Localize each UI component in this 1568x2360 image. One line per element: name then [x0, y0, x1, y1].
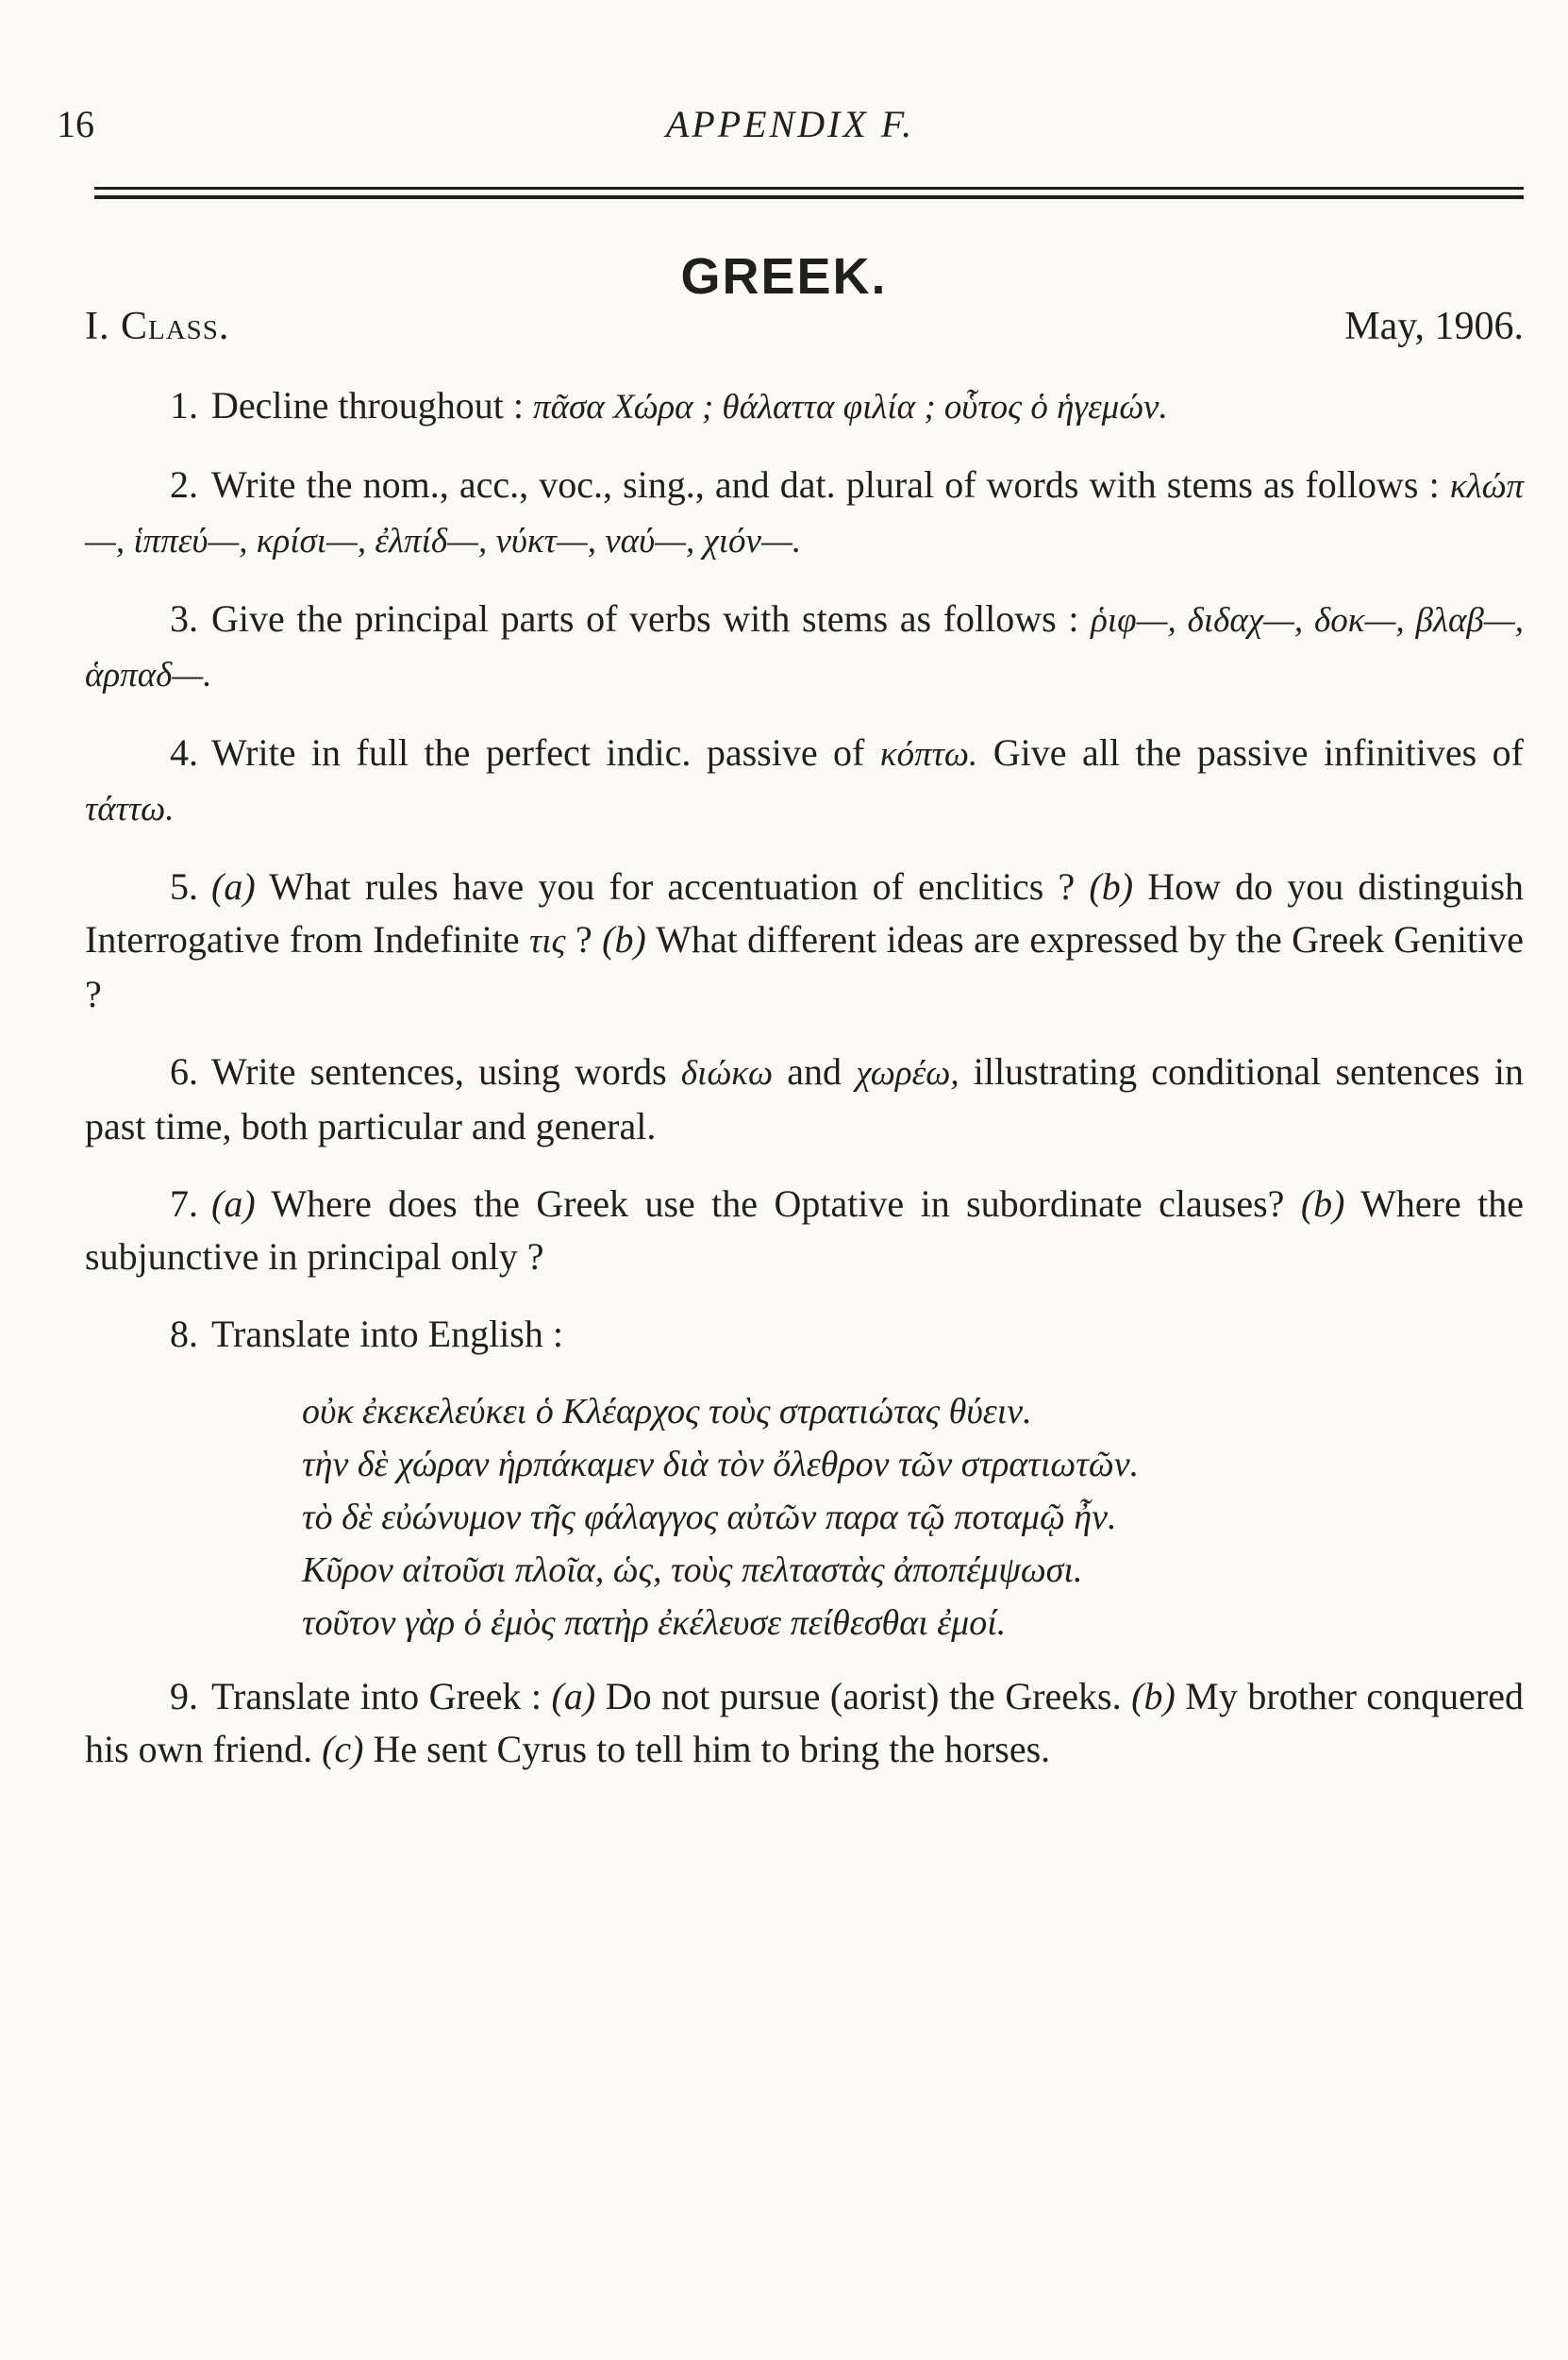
- question-text: He sent Cyrus to tell him to bring the horses.: [363, 1728, 1051, 1770]
- greek-text: διώκω: [680, 1054, 774, 1093]
- question-text: My brother conquered his own friend.: [85, 1675, 1525, 1770]
- question-4: [85, 727, 1524, 836]
- sub-question-label: (b): [1089, 865, 1134, 908]
- question-text: illustrating conditional sentences in past time, both particular and general.: [85, 1050, 1524, 1147]
- class-line: [85, 304, 1524, 357]
- question-number: 3.: [170, 597, 198, 640]
- question-7: [85, 1178, 1524, 1283]
- greek-text: τάττω.: [85, 790, 175, 829]
- page-header: [57, 102, 1524, 159]
- sub-question-label: (a): [211, 865, 256, 908]
- question-number: 5.: [170, 865, 198, 908]
- question-text: How do you distinguish Interrogative from Indefinite: [85, 865, 1525, 961]
- question-list-end: [85, 1670, 1524, 1776]
- question-number: 7.: [170, 1182, 198, 1225]
- greek-text: πᾶσα Χώρα ; θάλαττα φιλία ; οὗτος ὁ ἡγεμών.: [533, 388, 1168, 427]
- page-number: 16: [57, 103, 94, 145]
- greek-passage-line: τοῦτον γὰρ ὁ ἐμὸς πατὴρ ἐκέλευσε πείθεσθαι ἐμοί.: [302, 1603, 1007, 1643]
- question-text: Give all the passive infinitives of: [977, 731, 1524, 774]
- question-number: 6.: [170, 1050, 198, 1093]
- exam-date: May, 1906.: [1344, 305, 1524, 348]
- question-8: [85, 1308, 1524, 1361]
- class-name: I. Class.: [85, 305, 230, 348]
- sub-question-label: (b): [1131, 1675, 1176, 1717]
- question-number: 2.: [170, 463, 198, 506]
- header-rule-thick: [94, 195, 1524, 199]
- greek-text: τις: [529, 922, 566, 961]
- question-text: Do not pursue (aorist) the Greeks.: [595, 1675, 1132, 1717]
- question-text: Translate into English :: [211, 1313, 563, 1355]
- question-text: Where does the Greek use the Optative in subordinate clauses?: [255, 1182, 1301, 1225]
- question-2: [85, 459, 1524, 568]
- question-5: [85, 861, 1524, 1021]
- question-text: Where the subjunctive in principal only ?: [85, 1182, 1524, 1278]
- question-text: Give the principal parts of verbs with stems as follows :: [211, 597, 1092, 640]
- sub-question-label: (b): [602, 918, 646, 961]
- question-number: 4.: [170, 731, 198, 774]
- header-rule-thin: [94, 187, 1524, 190]
- question-3: [85, 593, 1524, 702]
- question-1: [85, 379, 1524, 434]
- question-text: Translate into Greek :: [211, 1675, 552, 1717]
- sub-question-label: (b): [1300, 1182, 1345, 1225]
- question-9: [85, 1670, 1524, 1776]
- question-text: ?: [565, 918, 603, 961]
- greek-passage-line: Κῦρον αἰτοῦσι πλοῖα, ὡς, τοὺς πελταστὰς ἀποπέμψωσι.: [302, 1550, 1083, 1590]
- question-number: 1.: [170, 384, 198, 427]
- question-text: Write the nom., acc., voc., sing., and dat. plural of words with stems as follows :: [211, 463, 1450, 506]
- greek-text: χωρέω,: [856, 1054, 959, 1093]
- greek-text: κλώπ—, ἱππεύ—, κρίσι—, ἐλπίδ—, νύκτ—, ναύ—, χιόν—.: [85, 467, 1524, 561]
- question-list: [85, 379, 1524, 1361]
- sub-question-label: (c): [322, 1728, 364, 1770]
- greek-passage-line: τὴν δὲ χώραν ἡρπάκαμεν διὰ τὸν ὄλεθρον τῶν στρατιωτῶν.: [302, 1445, 1140, 1484]
- question-number: 9.: [170, 1675, 198, 1717]
- greek-passage: [85, 1385, 1524, 1649]
- greek-text: ῥιφ—, διδαχ—, δοκ—, βλαβ—, ἁρπαδ—.: [85, 601, 1524, 695]
- question-text: Write in full the perfect indic. passive of: [211, 731, 880, 774]
- question-text: Decline throughout :: [211, 384, 534, 427]
- question-text: and: [773, 1050, 857, 1093]
- question-text: What rules have you for accentuation of enclitics ?: [255, 865, 1090, 908]
- section-title: GREEK.: [680, 248, 888, 305]
- question-number: 8.: [170, 1313, 198, 1355]
- greek-text: κόπτω.: [879, 735, 978, 774]
- question-6: [85, 1046, 1524, 1153]
- sub-question-label: (a): [551, 1675, 596, 1717]
- running-head: APPENDIX F.: [665, 103, 915, 145]
- greek-passage-line: οὐκ ἐκεκελεύκει ὁ Κλέαρχος τοὺς στρατιώτας θύειν.: [302, 1392, 1032, 1431]
- exam-body: [85, 379, 1524, 1800]
- question-text: What different ideas are expressed by the Greek Genitive ?: [85, 918, 1525, 1015]
- greek-passage-line: τὸ δὲ εὐώνυμον τῆς φάλαγγος αὐτῶν παρα τῷ ποταμῷ ἦν.: [302, 1498, 1117, 1537]
- sub-question-label: (a): [211, 1182, 256, 1225]
- question-text: Write sentences, using words: [211, 1050, 681, 1093]
